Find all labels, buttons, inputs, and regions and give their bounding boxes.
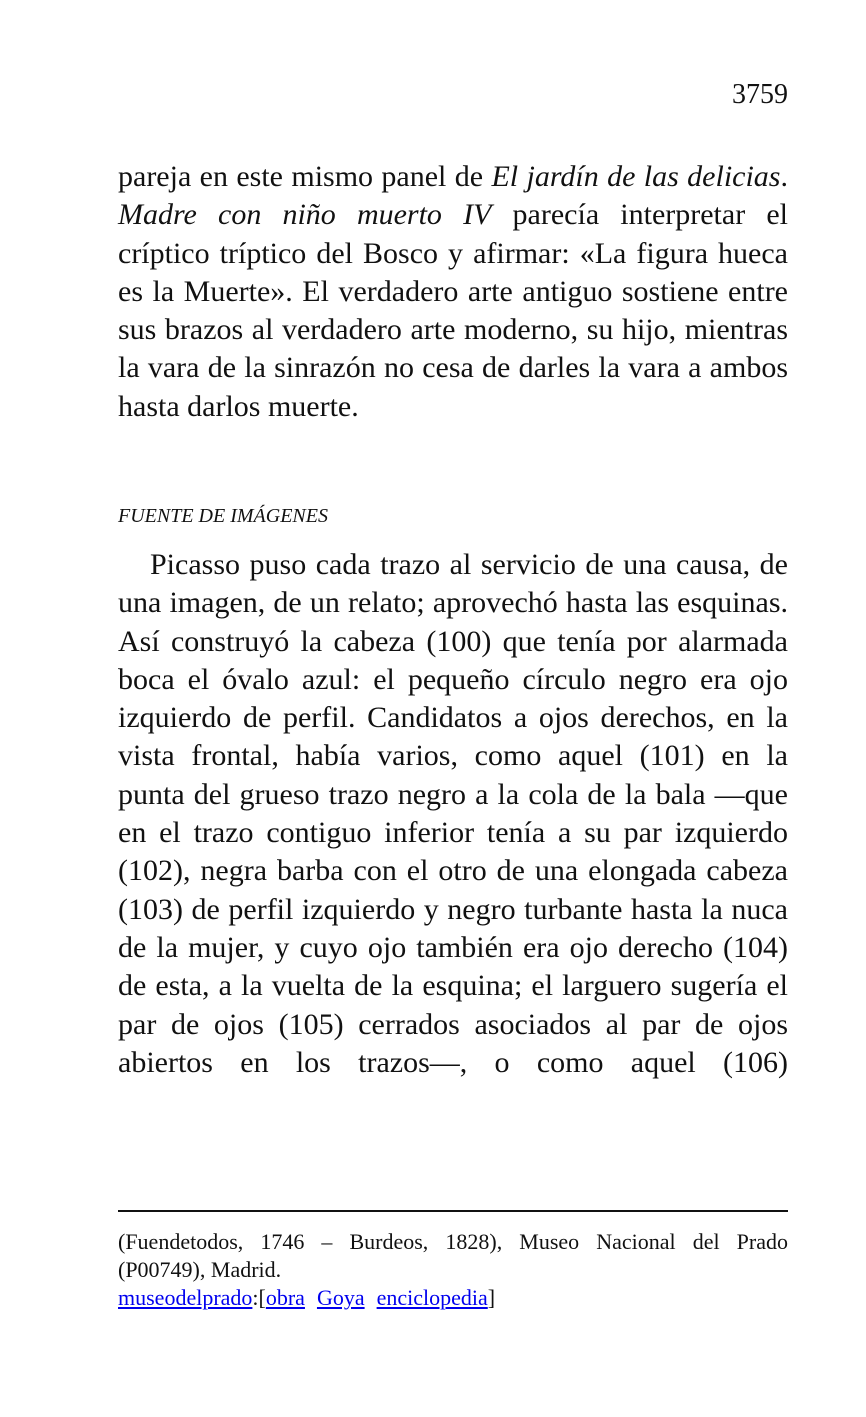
link-goya[interactable]: Goya [316,1285,365,1310]
artwork-title-madre: Madre con niño muerto IV [118,198,492,232]
link-museodelprado[interactable]: museodelprado [118,1285,253,1310]
link-enciclopedia[interactable]: enciclopedia [376,1285,488,1310]
body-paragraph-2 [118,546,788,1082]
paragraph-1-text-seg3: . [780,160,788,193]
paragraph-1-text-seg5: parecía interpretar el críptico tríptico del Bosco y afirmar: «La figura hueca es la Muerte». El verdadero arte antiguo sostiene entre sus brazos al verdadero arte moderno, su hijo, mientras la vara de la sinrazón no cesa de darles la vara a ambos hasta darlos muerte. [118,198,788,423]
link-obra[interactable]: obra [265,1285,305,1310]
paragraph-1-text-seg1: pareja en este mismo panel de [118,160,492,193]
paragraph-1-text [118,158,788,426]
footnote-text: (Fuendetodos, 1746 – Burdeos, 1828), Museo Nacional del Prado (P00749), Madrid. [118,1229,788,1282]
footnote-links [118,1284,788,1312]
footnote [118,1228,788,1312]
artwork-title-jardin: El jardín de las delicias [491,160,781,193]
paragraph-2-text: Picasso puso cada trazo al servicio de una causa, de una imagen, de un relato; aprovechó hasta las esquinas. Así construyó la cabeza (100) que tenía por alarmada boca el óvalo azul: el pequeño círculo negro era ojo izquierdo de perfil. Candidatos a ojos derechos, en la vista frontal, había varios, como aquel (101) en la punta del grueso trazo negro a la cola de la bala —que en el trazo contiguo inferior tenía a su par izquierdo (102), negra barba con el otro de una elongada cabeza (103) de perfil izquierdo y negro turbante hasta la nuca de la mujer, y cuyo ojo también era ojo derecho (104) de esta, a la vuelta de la esquina; el larguero sugería el par de ojos (105) cerrados asociados al par de ojos abiertos en los trazos—, o como aquel (106) [118,548,788,1079]
page-number: 3759 [732,79,788,110]
link-separator-open: :[ [252,1285,266,1310]
body-paragraph-1 [118,158,788,426]
link-separator-close: ] [487,1285,496,1310]
section-heading: FUENTE DE IMÁGENES [118,505,328,527]
footnote-divider [118,1210,788,1212]
